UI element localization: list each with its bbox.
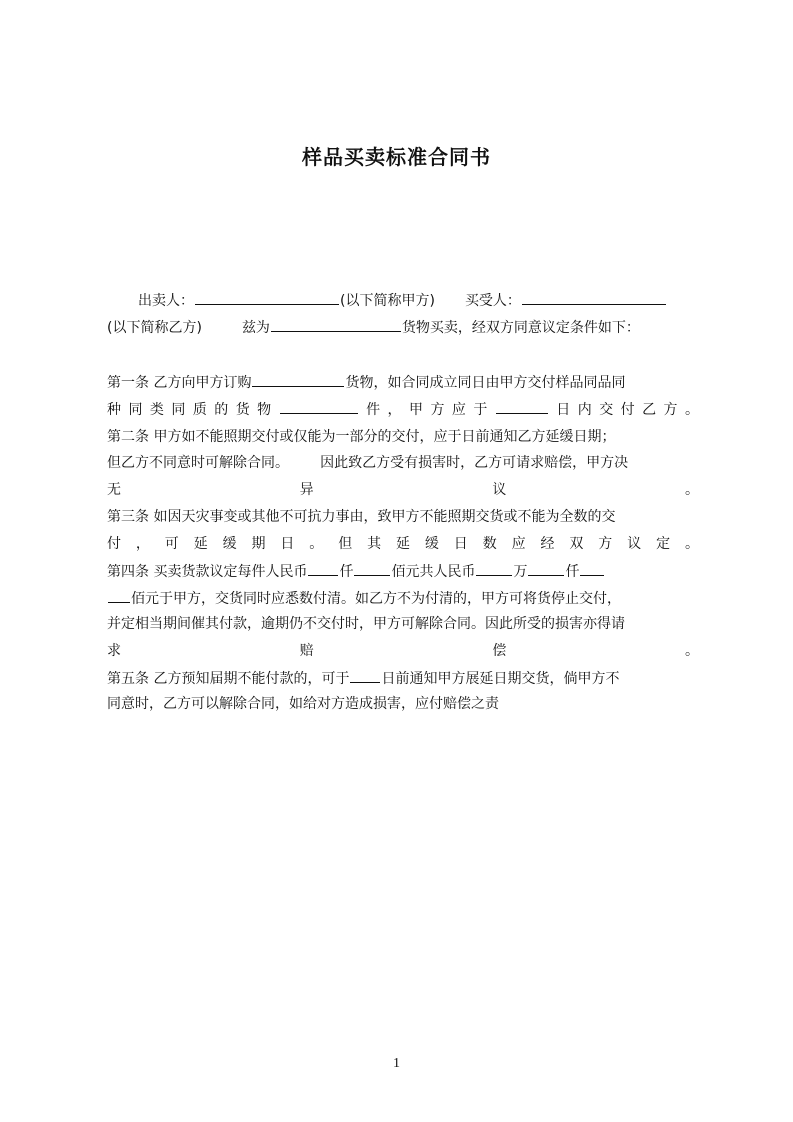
article-2-text-3: 无 异 议 。 bbox=[107, 482, 699, 498]
buyer-note: (以下简称乙方) bbox=[107, 320, 202, 336]
buyer-blank bbox=[522, 288, 666, 305]
parties-line-1 bbox=[138, 288, 700, 312]
order-goods-blank bbox=[252, 370, 344, 387]
total-hundreds-blank-b bbox=[108, 586, 130, 603]
article-4-text-a: 第四条 买卖货款议定每件人民币 bbox=[107, 564, 308, 580]
article-2-line-2: 但乙方不同意时可解除合同。 因此致乙方受有损害时，乙方可请求赔偿，甲方决 bbox=[107, 455, 629, 471]
seller-label: 出卖人： bbox=[138, 293, 194, 309]
article-2-line-3 bbox=[107, 478, 699, 502]
article-3-line-2 bbox=[107, 532, 699, 556]
article-4-text-d: 万 bbox=[513, 564, 528, 580]
article-5-text-a: 第五条 乙方预知届期不能付款的，可于 bbox=[107, 671, 350, 687]
price-thousands-blank bbox=[308, 559, 338, 576]
article-4-line-1 bbox=[107, 559, 699, 583]
price-hundreds-blank bbox=[354, 559, 390, 576]
total-thousands-blank bbox=[528, 559, 564, 576]
seller-blank bbox=[195, 288, 339, 305]
article-3-line-1: 第三条 如因天灾事变或其他不可抗力事由，致甲方不能照期交货或不能为全数的交 bbox=[107, 509, 616, 525]
notice-days-blank bbox=[350, 666, 380, 683]
article-4-text-c: 佰元共人民币 bbox=[391, 564, 476, 580]
article-4-line-3: 并定相当期间催其付款，逾期仍不交付时，甲方可解除合同。因此所受的损害亦得请 bbox=[107, 616, 625, 632]
delivery-days-blank bbox=[496, 397, 548, 414]
buyer-label: 买受人： bbox=[464, 293, 521, 309]
article-1-text-d: 件，甲方应于 bbox=[358, 402, 495, 418]
total-hundreds-blank-a bbox=[580, 559, 604, 576]
article-2-line-1: 第二条 甲方如不能照期交付或仅能为一部分的交付，应于日前通知乙方延缓日期； bbox=[107, 429, 616, 445]
quantity-blank bbox=[280, 397, 358, 414]
intro-prefix: 兹为 bbox=[241, 320, 270, 336]
parties-line-2 bbox=[107, 315, 699, 339]
seller-note: (以下简称甲方) bbox=[340, 293, 435, 309]
article-1-text-e: 日内交付乙方。 bbox=[548, 402, 700, 418]
article-4-text-f: 佰元于甲方，交货同时应悉数付清。如乙方不为付清的，甲方可将货停止交付， bbox=[131, 591, 621, 607]
article-5-text-b: 日前通知甲方展延日期交货，倘甲方不 bbox=[381, 671, 620, 687]
document-title: 样品买卖标准合同书 bbox=[302, 145, 491, 169]
article-4-line-2 bbox=[107, 586, 699, 610]
article-1-text-a: 第一条 乙方向甲方订购 bbox=[107, 375, 252, 391]
total-wan-blank bbox=[476, 559, 512, 576]
article-1-text-b: 货物，如合同成立同日由甲方交付样品同品同 bbox=[345, 375, 626, 391]
article-1-text-c: 种同类同质的货物 bbox=[107, 402, 279, 418]
goods-name-blank bbox=[271, 315, 401, 332]
article-5-line-2: 同意时，乙方可以解除合同，如给对方造成损害，应付赔偿之责 bbox=[107, 696, 499, 712]
article-4-text-4: 求 赔 偿 。 bbox=[107, 643, 699, 659]
article-4-text-b: 仟 bbox=[339, 564, 354, 580]
intro-suffix: 货物买卖，经双方同意议定条件如下： bbox=[401, 320, 640, 336]
article-3-text-2: 付 ， 可 延 缓 期 日 。 但 其 延 缓 日 数 应 经 双 方 议 定 。 bbox=[107, 536, 699, 552]
article-5-line-1 bbox=[107, 666, 699, 690]
article-4-line-4 bbox=[107, 639, 699, 663]
page-number: 1 bbox=[393, 1056, 400, 1071]
article-1-line-2 bbox=[107, 397, 699, 421]
article-1-line-1 bbox=[107, 370, 699, 394]
article-4-text-e: 仟 bbox=[565, 564, 580, 580]
